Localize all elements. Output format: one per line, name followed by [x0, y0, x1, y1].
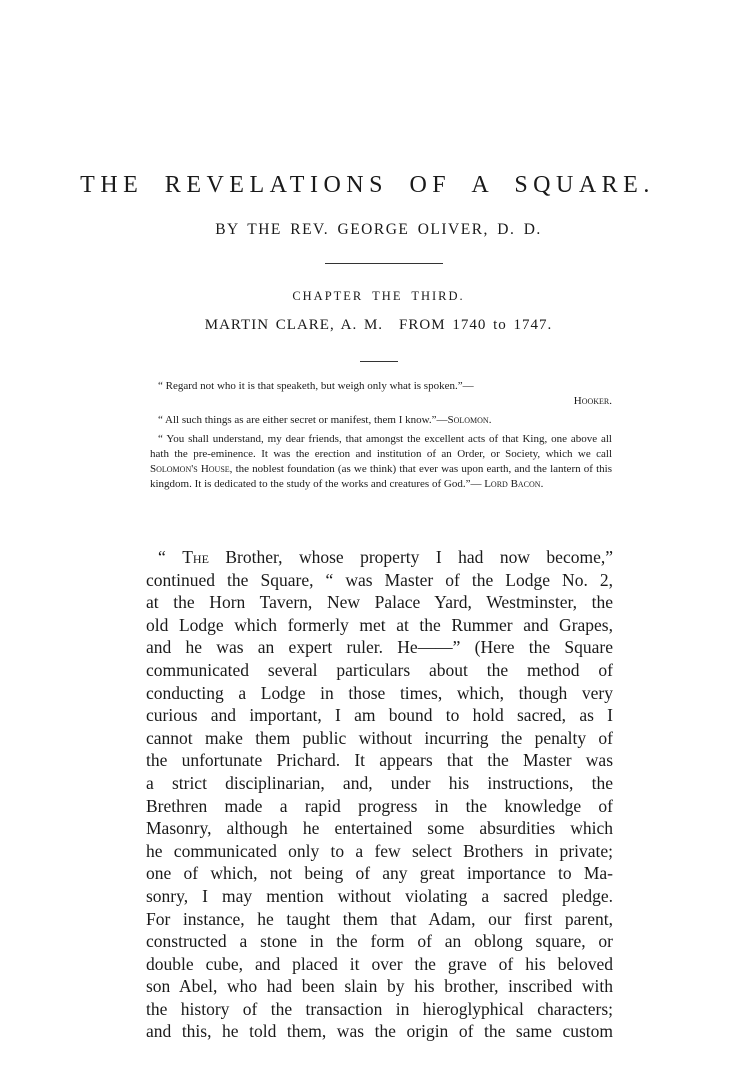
subject-name: MARTIN CLARE, A. M. — [204, 317, 384, 333]
epigraph-small-caps: Solomon's House — [150, 463, 230, 475]
body-line: one of which, not being of any great importance to Ma- — [146, 863, 613, 884]
epigraph-bacon — [150, 432, 612, 492]
body-line: and this, he told them, was the origin of the same custom — [146, 1021, 613, 1042]
body-line: the unfortunate Prichard. It appears that the Master was — [146, 750, 613, 771]
chapter-heading: CHAPTER THE THIRD. — [292, 289, 465, 303]
body-line: conducting a Lodge in those times, which, though very — [146, 682, 613, 703]
body-text — [146, 546, 613, 1043]
chapter-subject — [0, 317, 735, 334]
body-line: Brethren made a rapid progress in the knowledge of — [146, 795, 613, 816]
body-line: son Abel, who had been slain by his brother, inscribed with — [146, 976, 613, 997]
body-line: double cube, and placed it over the grave of his beloved — [146, 953, 613, 974]
lead-word: The — [182, 547, 209, 567]
epigraph-text: “ All such things as are either secret or manifest, them I know.”— — [158, 414, 448, 426]
subject-dates: FROM 1740 to 1747. — [399, 317, 553, 333]
body-line: Masonry, although he entertained some absurdities which — [146, 818, 613, 839]
chapter-divider — [360, 361, 398, 362]
epigraph-text: “ Regard not who it is that speaketh, but weigh only what is spoken.”— — [158, 380, 474, 392]
body-line: constructed a stone in the form of an oblong square, or — [146, 931, 613, 952]
title-divider — [325, 263, 443, 264]
body-line: For instance, he taught them that Adam, our first parent, — [146, 908, 613, 929]
epigraph-hooker — [150, 379, 612, 409]
body-line: the history of the transaction in hieroglyphical characters; — [146, 998, 613, 1019]
epigraph-attribution: Solomon. — [447, 414, 492, 426]
epigraph-text: “ You shall understand, my dear friends, that amongst the excellent acts of that King, one above all hath the pre-eminence. It was the erection and institution of an Order, or Society, which we call — [150, 433, 612, 460]
body-line: curious and important, I am bound to hold sacred, as I — [146, 705, 613, 726]
body-line: continued the Square, “ was Master of the Lodge No. 2, — [146, 569, 613, 590]
body-line: a strict disciplinarian, and, under his instructions, the — [146, 772, 613, 793]
epigraph-solomon — [150, 413, 612, 428]
first-line-rest: Brother, whose property I had now become,” — [225, 547, 613, 567]
body-line: communicated several particulars about the method of — [146, 659, 613, 680]
author-byline: BY THE REV. GEORGE OLIVER, D. D. — [215, 221, 542, 238]
epigraph-text: , the noblest foundation (as we think) that ever was upon earth, and the lantern of this kingdom. It is dedicated to the study of the works and creatures of God.”— — [150, 463, 612, 490]
body-line: old Lodge which formerly met at the Rummer and Grapes, — [146, 614, 613, 635]
body-line: sonry, I may mention without violating a sacred pledge. — [146, 885, 613, 906]
body-line: at the Horn Tavern, New Palace Yard, Westminster, the — [146, 592, 613, 613]
epigraphs — [150, 379, 612, 496]
body-line: “ The Brother, whose property I had now become,” — [158, 547, 613, 567]
body-line: cannot make them public without incurring the penalty of — [146, 727, 613, 748]
epigraph-attribution: Lord Bacon. — [484, 478, 544, 490]
epigraph-attribution: Hooker. — [573, 395, 612, 407]
article-title: THE REVELATIONS OF A SQUARE. — [80, 172, 655, 198]
body-line: he communicated only to a few select Brothers in private; — [146, 840, 613, 861]
body-line: and he was an expert ruler. He——” (Here the Square — [146, 637, 613, 658]
